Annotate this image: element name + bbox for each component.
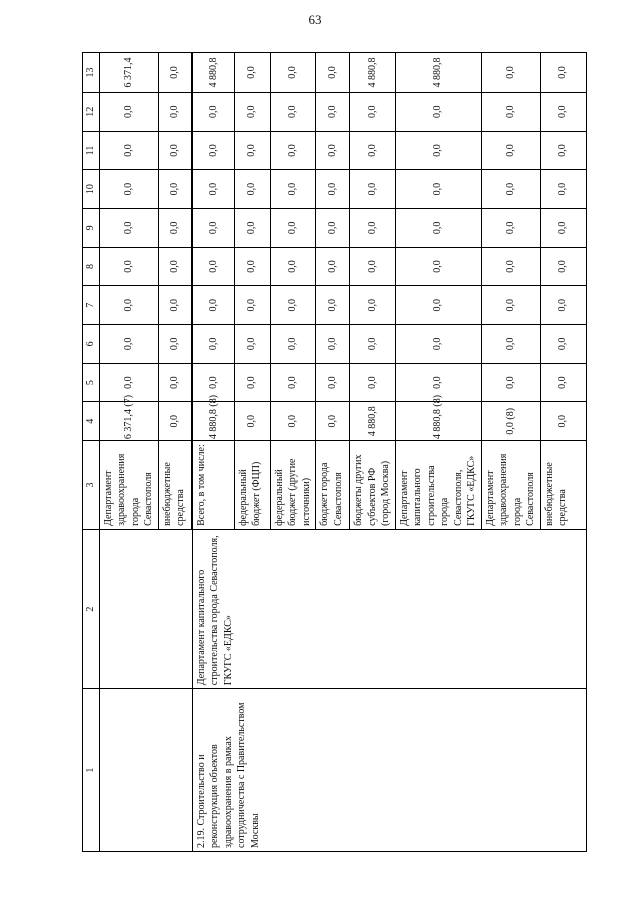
year-value-cell: 0,0 xyxy=(234,363,270,402)
final-total-cell: 0,0 xyxy=(158,53,192,93)
final-total-cell: 0,0 xyxy=(234,53,270,93)
measure-cell: 2.19. Строительство и реконструкция объектов здравоохранения в рамках сотрудничества с Правительством Москвы xyxy=(192,689,586,852)
page-number: 63 xyxy=(308,12,322,27)
total-cell: 0,0 xyxy=(270,402,316,441)
year-value-cell: 0,0 xyxy=(481,286,540,325)
year-value-cell: 0,0 xyxy=(350,92,396,131)
total-cell: 0,0 xyxy=(234,402,270,441)
final-total-cell: 0,0 xyxy=(540,53,586,93)
year-value-cell: 0,0 xyxy=(350,325,396,364)
year-value-cell: 0,0 xyxy=(350,247,396,286)
header-cell: 5 xyxy=(83,363,100,402)
total-cell: 0,0 (8) xyxy=(481,402,540,441)
header-cell: 3 xyxy=(83,441,100,530)
year-value-cell: 0,0 xyxy=(316,363,350,402)
total-cell: 6 371,4 (7) xyxy=(99,402,158,441)
year-value-cell: 0,0 xyxy=(395,170,481,209)
total-cell: 0,0 xyxy=(316,402,350,441)
table-row xyxy=(192,53,234,852)
year-value-cell: 0,0 xyxy=(316,170,350,209)
final-total-cell: 4 880,8 xyxy=(395,53,481,93)
total-cell: 4 880,8 (8) xyxy=(395,402,481,441)
year-value-cell: 0,0 xyxy=(234,247,270,286)
year-value-cell: 0,0 xyxy=(316,209,350,248)
year-value-cell: 0,0 xyxy=(316,131,350,170)
year-value-cell: 0,0 xyxy=(99,170,158,209)
year-value-cell: 0,0 xyxy=(395,325,481,364)
year-value-cell: 0,0 xyxy=(481,209,540,248)
table-row xyxy=(99,53,158,852)
year-value-cell: 0,0 xyxy=(540,363,586,402)
year-value-cell: 0,0 xyxy=(350,363,396,402)
year-value-cell: 0,0 xyxy=(481,131,540,170)
year-value-cell: 0,0 xyxy=(234,92,270,131)
header-cell: 12 xyxy=(83,92,100,131)
year-value-cell: 0,0 xyxy=(540,325,586,364)
year-value-cell: 0,0 xyxy=(481,170,540,209)
header-cell: 4 xyxy=(83,402,100,441)
year-value-cell: 0,0 xyxy=(192,325,234,364)
year-value-cell: 0,0 xyxy=(270,131,316,170)
executor-cell: Департамент капитального строительства города Севастополя, ГКУГС «ЕДКС» xyxy=(192,529,586,688)
executor-cell-top xyxy=(99,529,192,688)
year-value-cell: 0,0 xyxy=(234,170,270,209)
year-value-cell: 0,0 xyxy=(158,170,192,209)
year-value-cell: 0,0 xyxy=(234,325,270,364)
year-value-cell: 0,0 xyxy=(350,170,396,209)
year-value-cell: 0,0 xyxy=(270,363,316,402)
year-value-cell: 0,0 xyxy=(395,92,481,131)
total-cell: 4 880,8 xyxy=(350,402,396,441)
total-cell: 0,0 xyxy=(540,402,586,441)
year-value-cell: 0,0 xyxy=(158,131,192,170)
year-value-cell: 0,0 xyxy=(395,131,481,170)
source-cell: Департамент капитального строительства города Севастополя, ГКУГС «ЕДКС» xyxy=(395,441,481,530)
year-value-cell: 0,0 xyxy=(395,209,481,248)
header-cell: 7 xyxy=(83,286,100,325)
final-total-cell: 4 880,8 xyxy=(192,53,234,93)
year-value-cell: 0,0 xyxy=(481,92,540,131)
year-value-cell: 0,0 xyxy=(350,286,396,325)
year-value-cell: 0,0 xyxy=(192,131,234,170)
year-value-cell: 0,0 xyxy=(395,363,481,402)
year-value-cell: 0,0 xyxy=(99,363,158,402)
source-cell: федеральный бюджет (ФЦП) xyxy=(234,441,270,530)
year-value-cell: 0,0 xyxy=(192,247,234,286)
year-value-cell: 0,0 xyxy=(316,247,350,286)
source-cell: внебюджетные средства xyxy=(158,441,192,530)
year-value-cell: 0,0 xyxy=(540,170,586,209)
year-value-cell: 0,0 xyxy=(540,286,586,325)
year-value-cell: 0,0 xyxy=(270,209,316,248)
year-value-cell: 0,0 xyxy=(158,286,192,325)
measure-cell-top xyxy=(99,689,192,852)
year-value-cell: 0,0 xyxy=(192,286,234,325)
final-total-cell: 4 880,8 xyxy=(350,53,396,93)
source-cell: бюджеты других субъектов РФ (город Москва) xyxy=(350,441,396,530)
year-value-cell: 0,0 xyxy=(316,92,350,131)
year-value-cell: 0,0 xyxy=(99,209,158,248)
year-value-cell: 0,0 xyxy=(270,92,316,131)
source-cell: внебюджетные средства xyxy=(540,441,586,530)
year-value-cell: 0,0 xyxy=(158,92,192,131)
year-value-cell: 0,0 xyxy=(99,286,158,325)
year-value-cell: 0,0 xyxy=(99,92,158,131)
year-value-cell: 0,0 xyxy=(158,363,192,402)
source-cell: Всего, в том числе: xyxy=(192,441,234,530)
final-total-cell: 6 371,4 xyxy=(99,53,158,93)
year-value-cell: 0,0 xyxy=(481,247,540,286)
header-cell: 6 xyxy=(83,325,100,364)
header-cell: 8 xyxy=(83,247,100,286)
header-cell: 10 xyxy=(83,170,100,209)
year-value-cell: 0,0 xyxy=(395,286,481,325)
year-value-cell: 0,0 xyxy=(481,363,540,402)
year-value-cell: 0,0 xyxy=(350,131,396,170)
year-value-cell: 0,0 xyxy=(270,247,316,286)
source-cell: бюджет города Севастополя xyxy=(316,441,350,530)
year-value-cell: 0,0 xyxy=(316,325,350,364)
header-cell: 13 xyxy=(83,53,100,93)
year-value-cell: 0,0 xyxy=(540,209,586,248)
year-value-cell: 0,0 xyxy=(192,170,234,209)
year-value-cell: 0,0 xyxy=(99,247,158,286)
year-value-cell: 0,0 xyxy=(192,209,234,248)
header-cell: 2 xyxy=(83,529,100,688)
year-value-cell: 0,0 xyxy=(316,286,350,325)
header-cell: 1 xyxy=(83,689,100,852)
year-value-cell: 0,0 xyxy=(158,209,192,248)
source-cell: федеральный бюджет (другие источники) xyxy=(270,441,316,530)
year-value-cell: 0,0 xyxy=(234,131,270,170)
header-row xyxy=(83,53,100,852)
year-value-cell: 0,0 xyxy=(99,131,158,170)
year-value-cell: 0,0 xyxy=(158,325,192,364)
total-cell: 0,0 xyxy=(158,402,192,441)
year-value-cell: 0,0 xyxy=(234,286,270,325)
year-value-cell: 0,0 xyxy=(234,209,270,248)
year-value-cell: 0,0 xyxy=(192,92,234,131)
rotated-table-area xyxy=(82,52,569,852)
final-total-cell: 0,0 xyxy=(270,53,316,93)
source-cell: Департамент здравоохранения города Севастополя xyxy=(99,441,158,530)
year-value-cell: 0,0 xyxy=(158,247,192,286)
source-cell: Департамент здравоохранения города Севастополя xyxy=(481,441,540,530)
year-value-cell: 0,0 xyxy=(270,286,316,325)
total-cell: 4 880,8 (8) xyxy=(192,402,234,441)
table-body xyxy=(83,53,587,852)
year-value-cell: 0,0 xyxy=(481,325,540,364)
year-value-cell: 0,0 xyxy=(350,209,396,248)
header-cell: 9 xyxy=(83,209,100,248)
year-value-cell: 0,0 xyxy=(192,363,234,402)
final-total-cell: 0,0 xyxy=(481,53,540,93)
year-value-cell: 0,0 xyxy=(540,131,586,170)
final-total-cell: 0,0 xyxy=(316,53,350,93)
year-value-cell: 0,0 xyxy=(395,247,481,286)
financing-table xyxy=(82,52,587,852)
year-value-cell: 0,0 xyxy=(99,325,158,364)
year-value-cell: 0,0 xyxy=(540,247,586,286)
year-value-cell: 0,0 xyxy=(540,92,586,131)
year-value-cell: 0,0 xyxy=(270,325,316,364)
header-cell: 11 xyxy=(83,131,100,170)
year-value-cell: 0,0 xyxy=(270,170,316,209)
